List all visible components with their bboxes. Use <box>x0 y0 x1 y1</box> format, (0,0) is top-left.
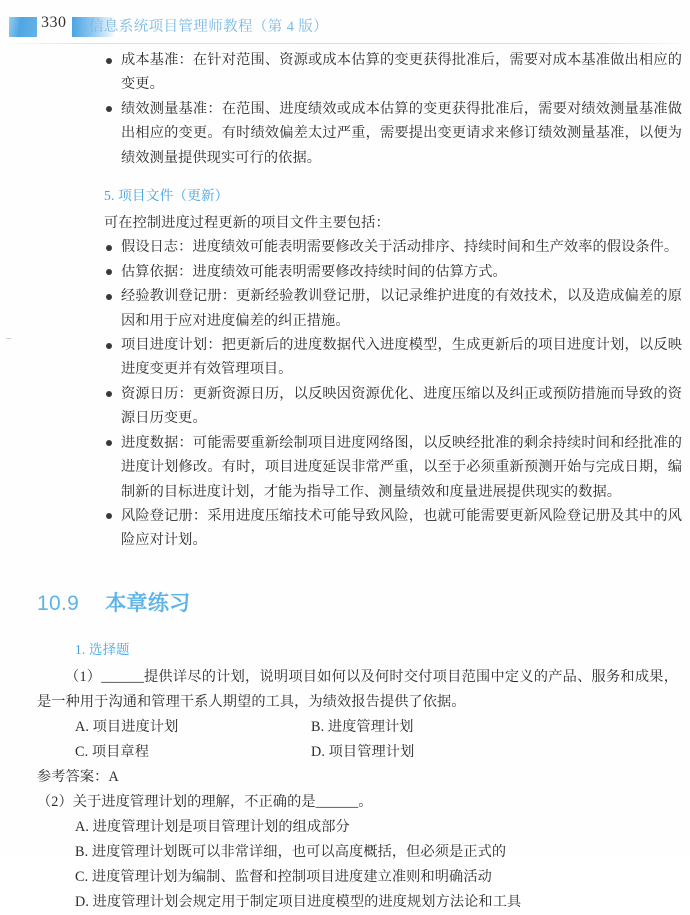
list-item: 经验教训登记册：更新经验教训登记册，以记录维护进度的有效技术，以及造成偏差的原因和用于应对进度偏差的纠正措施。 <box>104 284 682 333</box>
question-1-answer: 参考答案：A <box>37 768 119 785</box>
question-1-body: 提供详尽的计划，说明项目如何以及何时交付项目范围中定义的产品、服务和成果，是一种用于沟通和管理干系人期望的工具，为绩效报告提供了依据。 <box>37 668 679 710</box>
question-1-number: （1） <box>65 668 102 685</box>
project-documents-intro: 可在控制进度过程更新的项目文件主要包括： <box>104 215 390 232</box>
option-a[interactable]: A. 进度管理计划是项目管理计划的组成部分 <box>75 818 350 835</box>
subsection-heading-multiple-choice: 1. 选择题 <box>75 641 130 657</box>
option-d[interactable]: D. 项目管理计划 <box>311 743 415 760</box>
option-b[interactable]: B. 进度管理计划既可以非常详细，也可以高度概括，但必须是正式的 <box>75 843 507 860</box>
list-item: 资源日历：更新资源日历，以反映因资源优化、进度压缩以及纠正或预防措施而导致的资源日历变更。 <box>104 382 682 431</box>
header-rule <box>8 43 684 44</box>
option-d[interactable]: D. 进度管理计划会规定用于制定项目进度模型的进度规划方法论和工具 <box>75 893 522 910</box>
list-item: 进度数据：可能需要重新绘制项目进度网络图，以反映经批准的剩余持续时间和经批准的进度计划修改。有时，项目进度延误非常严重，以至于必须重新预测开始与完成日期，编制新的目标进度计划，才能为指导工作、测量绩效和度量进展提供现实的数据。 <box>104 431 682 504</box>
list-item: 成本基准：在针对范围、资源或成本估算的变更获得批准后，需要对成本基准做出相应的变更。 <box>104 48 682 97</box>
question-2-blank: ______ <box>315 793 359 810</box>
question-1-text <box>37 665 678 715</box>
subsection-heading-project-documents: 5. 项目文件（更新） <box>104 188 229 204</box>
list-item: 风险登记册：采用进度压缩技术可能导致风险，也就可能需要更新风险登记册及其中的风险应对计划。 <box>104 504 682 553</box>
section-title: 本章练习 <box>105 591 191 615</box>
option-c[interactable]: C. 项目章程 <box>75 743 150 760</box>
option-c[interactable]: C. 进度管理计划为编制、监督和控制项目进度建立准则和明确活动 <box>75 868 492 885</box>
question-2-text <box>37 790 678 815</box>
book-title: 信息系统项目管理师教程（第 4 版） <box>89 19 329 35</box>
list-item: 绩效测量基准：在范围、进度绩效或成本估算的变更获得批准后，需要对绩效测量基准做出相应的变更。有时绩效偏差太过严重，需要提出变更请求来修订绩效测量基准，以便为绩效测量提供现实可行的依据。 <box>104 97 682 170</box>
list-item: 项目进度计划：把更新后的进度数据代入进度模型，生成更新后的项目进度计划，以反映进度变更并有效管理项目。 <box>104 333 682 382</box>
question-1-options-row-1 <box>37 715 678 740</box>
continued-bullet-list <box>104 48 682 170</box>
header-decoration-block-left <box>9 17 37 37</box>
page-number: 330 <box>41 14 67 31</box>
list-item: 假设日志：进度绩效可能表明需要修改关于活动排序、持续时间和生产效率的假设条件。 <box>104 235 682 259</box>
question-1-blank: ______ <box>101 668 144 685</box>
question-2-tail: 。 <box>358 793 373 810</box>
option-a[interactable]: A. 项目进度计划 <box>75 718 179 735</box>
question-2-body: 关于进度管理计划的理解，不正确的是 <box>72 793 316 810</box>
running-header <box>0 14 690 40</box>
question-1-options-row-2 <box>37 740 678 765</box>
question-2-number: （2） <box>37 793 73 810</box>
list-item: 估算依据：进度绩效可能表明需要修改持续时间的估算方式。 <box>104 260 682 284</box>
option-b[interactable]: B. 进度管理计划 <box>311 718 414 735</box>
project-documents-bullet-list <box>104 235 682 552</box>
section-number: 10.9 <box>37 591 80 615</box>
section-heading-exercises <box>37 587 690 617</box>
page-content <box>0 48 690 915</box>
